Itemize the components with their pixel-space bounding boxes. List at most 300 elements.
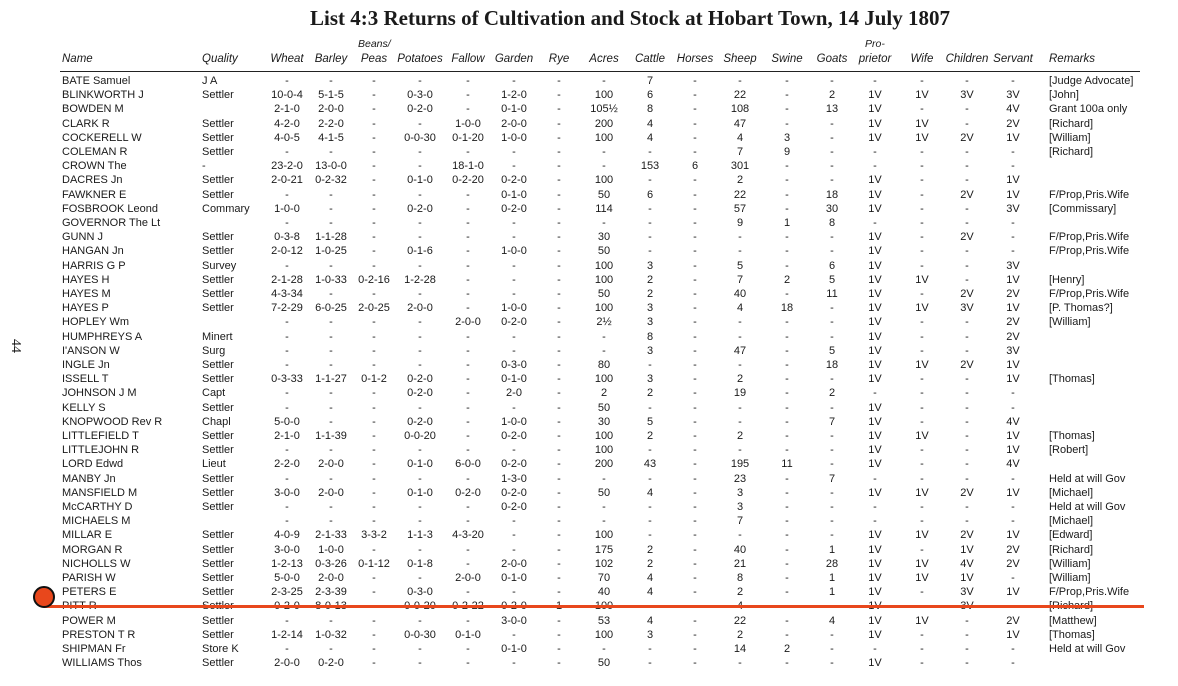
table-cell: 1V bbox=[915, 302, 929, 315]
table-cell: [William] bbox=[1049, 557, 1091, 570]
table-cell: 11 bbox=[826, 288, 838, 300]
table-cell: - bbox=[557, 628, 561, 641]
table-cell: - bbox=[920, 344, 924, 357]
table-cell: 43 bbox=[643, 458, 657, 471]
table-cell: - bbox=[372, 472, 376, 485]
table-cell: 1V bbox=[868, 359, 882, 371]
table-cell: 2-2-0 bbox=[274, 458, 300, 471]
table-cell: Settler bbox=[202, 245, 234, 258]
column-header: Quality bbox=[202, 53, 238, 65]
table-cell: - bbox=[920, 146, 924, 158]
table-cell: [William] bbox=[1049, 316, 1091, 329]
table-cell: 3 bbox=[646, 302, 654, 315]
table-cell: - bbox=[785, 387, 789, 400]
table-cell: 100 bbox=[594, 131, 614, 144]
table-cell: 0-2-0 bbox=[407, 387, 433, 400]
table-cell: - bbox=[873, 75, 877, 87]
table-cell: 200 bbox=[594, 458, 614, 471]
column-header: Potatoes bbox=[397, 53, 443, 65]
table-cell: - bbox=[693, 572, 697, 584]
table-cell: - bbox=[785, 444, 789, 457]
table-cell: - bbox=[873, 501, 877, 513]
column-header: Children bbox=[945, 53, 989, 65]
table-cell: 2 bbox=[736, 430, 744, 442]
highlight-line bbox=[44, 605, 1144, 608]
table-cell: 1-0-0 bbox=[501, 415, 527, 428]
table-cell: 4 bbox=[646, 131, 654, 144]
table-cell: 8 bbox=[646, 330, 654, 343]
table-cell: 1V bbox=[868, 444, 882, 457]
table-cell: - bbox=[557, 572, 561, 584]
document-title: List 4:3 Returns of Cultivation and Stock at Hobart Town, 14 July 1807 bbox=[310, 6, 950, 30]
table-cell: 1-2-14 bbox=[271, 628, 303, 641]
table-cell: Settler bbox=[202, 472, 234, 485]
table-cell: COCKERELL W bbox=[62, 131, 142, 144]
table-cell: - bbox=[418, 344, 422, 357]
table-cell: 2-3-25 bbox=[271, 586, 303, 599]
table-cell: 5 bbox=[828, 273, 836, 286]
table-cell: F/Prop,Pris.Wife bbox=[1049, 245, 1130, 258]
table-cell: - bbox=[557, 529, 561, 542]
table-cell: - bbox=[738, 231, 742, 244]
table-cell: - bbox=[285, 387, 289, 400]
table-cell: 0-1-0 bbox=[501, 103, 527, 116]
table-cell: - bbox=[557, 501, 561, 513]
table-cell: - bbox=[920, 586, 924, 599]
table-cell: 1V bbox=[1006, 430, 1020, 442]
table-cell: - bbox=[466, 75, 470, 87]
table-cell: - bbox=[648, 217, 652, 229]
table-cell: 1-2-13 bbox=[271, 557, 303, 570]
table-cell: 4-3-20 bbox=[452, 529, 484, 542]
table-cell: 1-0-0 bbox=[501, 302, 527, 315]
table-cell: 4-1-5 bbox=[318, 131, 344, 144]
table-cell: F/Prop,Pris.Wife bbox=[1049, 288, 1130, 300]
table-cell: 175 bbox=[594, 543, 614, 556]
table-cell: 1V bbox=[868, 458, 882, 471]
table-cell: Settler bbox=[202, 501, 234, 513]
table-cell: - bbox=[372, 75, 376, 87]
table-cell: - bbox=[785, 557, 789, 570]
table-cell: 1V bbox=[915, 572, 929, 584]
table-cell: Settler bbox=[202, 586, 234, 599]
table-cell: 1V bbox=[868, 586, 882, 599]
table-cell: 1V bbox=[1006, 486, 1020, 499]
table-cell: 1V bbox=[915, 359, 929, 371]
table-cell: 153 bbox=[640, 160, 660, 173]
table-cell: 0-2-0 bbox=[501, 486, 527, 499]
table-cell: 7 bbox=[736, 515, 744, 528]
table-cell: - bbox=[920, 202, 924, 215]
table-cell: - bbox=[466, 245, 470, 258]
column-header: Peas bbox=[360, 53, 388, 65]
table-cell: 50 bbox=[597, 288, 611, 300]
table-cell: - bbox=[693, 316, 697, 329]
table-cell: - bbox=[830, 444, 834, 457]
table-cell: - bbox=[418, 501, 422, 513]
table-cell: 1V bbox=[868, 557, 882, 570]
table-cell: - bbox=[648, 515, 652, 528]
table-cell: 2-0-21 bbox=[271, 174, 303, 187]
table-cell: - bbox=[466, 387, 470, 400]
table-cell: - bbox=[329, 359, 333, 371]
table-cell: 4V bbox=[1006, 103, 1020, 116]
table-cell: - bbox=[418, 288, 422, 300]
table-cell: 4-2-0 bbox=[274, 117, 300, 130]
table-cell: 1V bbox=[868, 202, 882, 215]
table-cell: - bbox=[1011, 231, 1015, 244]
table-cell: PRESTON T R bbox=[62, 628, 136, 641]
table-cell: - bbox=[693, 373, 697, 386]
table-cell: 1-1-3 bbox=[407, 529, 433, 542]
table-cell: 2-0-0 bbox=[318, 572, 344, 584]
table-cell: PETERS E bbox=[62, 586, 117, 599]
table-cell: - bbox=[1011, 472, 1015, 485]
table-cell: - bbox=[557, 273, 561, 286]
table-cell: 13 bbox=[825, 103, 839, 116]
table-cell: 4V bbox=[1006, 415, 1020, 428]
table-cell: - bbox=[693, 259, 697, 272]
table-cell: MANSFIELD M bbox=[62, 486, 138, 499]
table-cell: - bbox=[329, 344, 333, 357]
table-cell: [Richard] bbox=[1049, 543, 1094, 556]
table-cell: 1-1-27 bbox=[315, 373, 347, 386]
table-cell: - bbox=[557, 430, 561, 442]
table-cell: - bbox=[785, 75, 789, 87]
table-cell: 0-0-30 bbox=[404, 131, 436, 144]
table-cell: 0-2-0 bbox=[318, 657, 344, 670]
table-cell: - bbox=[830, 643, 834, 655]
table-cell: HUMPHREYS A bbox=[62, 330, 143, 343]
table-cell: - bbox=[372, 231, 376, 244]
table-cell: 7-2-29 bbox=[271, 302, 303, 315]
table-cell: - bbox=[285, 501, 289, 513]
table-cell: 7 bbox=[828, 415, 836, 428]
table-cell: - bbox=[965, 415, 969, 428]
table-cell: - bbox=[418, 259, 422, 272]
table-cell: 1-0-0 bbox=[501, 131, 527, 144]
table-cell: - bbox=[965, 501, 969, 513]
table-cell: 2 bbox=[736, 373, 744, 386]
table-cell: 18 bbox=[825, 188, 839, 201]
table-cell: 19 bbox=[733, 387, 747, 400]
table-cell: - bbox=[920, 288, 924, 300]
table-cell: - bbox=[920, 415, 924, 428]
table-cell: - bbox=[965, 387, 969, 400]
table-cell: 0-2-32 bbox=[315, 174, 347, 187]
table-cell: 18 bbox=[780, 302, 794, 315]
table-cell: 3 bbox=[646, 316, 654, 329]
table-cell: Chapl bbox=[202, 415, 231, 428]
table-cell: LITTLEFIELD T bbox=[62, 430, 139, 442]
table-cell: - bbox=[557, 146, 561, 158]
table-cell: - bbox=[285, 330, 289, 343]
table-cell: - bbox=[830, 430, 834, 442]
table-cell: - bbox=[372, 586, 376, 599]
table-cell: 1V bbox=[915, 89, 929, 102]
table-cell: 0-2-16 bbox=[358, 273, 390, 286]
table-cell: 1V bbox=[868, 259, 882, 272]
column-header: Wheat bbox=[270, 53, 304, 65]
table-cell: 1-0-0 bbox=[274, 202, 300, 215]
table-cell: - bbox=[873, 643, 877, 655]
table-cell: - bbox=[738, 330, 742, 343]
table-cell: 105½ bbox=[590, 103, 618, 116]
table-cell: Settler bbox=[202, 117, 234, 130]
table-cell: - bbox=[285, 444, 289, 457]
table-cell: - bbox=[512, 75, 516, 87]
table-cell: Settler bbox=[202, 657, 234, 670]
table-cell: Settler bbox=[202, 288, 234, 300]
table-cell: Settler bbox=[202, 302, 234, 315]
table-cell: 0-2-0 bbox=[501, 202, 527, 215]
table-cell: 2-2-0 bbox=[318, 117, 344, 130]
table-cell: - bbox=[965, 458, 969, 471]
column-header: prietor bbox=[858, 53, 892, 65]
table-cell: - bbox=[965, 217, 969, 229]
table-cell: 1-0-0 bbox=[501, 245, 527, 258]
table-cell: - bbox=[372, 486, 376, 499]
table-cell: - bbox=[738, 529, 742, 542]
table-cell: - bbox=[557, 160, 561, 173]
table-cell: - bbox=[648, 146, 652, 158]
table-cell: LORD Edwd bbox=[62, 458, 124, 471]
table-cell: 1V bbox=[868, 245, 882, 258]
table-cell: - bbox=[965, 146, 969, 158]
table-cell: 1 bbox=[828, 586, 836, 599]
table-cell: - bbox=[466, 217, 470, 229]
table-cell: - bbox=[602, 643, 606, 655]
table-cell: 2 bbox=[646, 387, 654, 400]
table-cell: - bbox=[693, 586, 697, 599]
table-cell: - bbox=[418, 217, 422, 229]
table-cell: - bbox=[873, 387, 877, 400]
table-cell: - bbox=[285, 146, 289, 158]
table-cell: 3-3-2 bbox=[361, 529, 387, 542]
table-cell: 6-0-25 bbox=[315, 302, 347, 315]
table-cell: - bbox=[1011, 401, 1015, 414]
table-cell: 200 bbox=[594, 117, 614, 130]
table-cell: - bbox=[466, 302, 470, 315]
table-cell: 3V bbox=[960, 586, 974, 599]
table-cell: - bbox=[1011, 657, 1015, 670]
table-cell: 1V bbox=[868, 486, 882, 499]
table-cell: 2-1-0 bbox=[274, 103, 300, 116]
table-cell: 23-2-0 bbox=[271, 160, 303, 173]
table-cell: 0-1-0 bbox=[407, 458, 433, 471]
table-cell: 1V bbox=[1006, 586, 1020, 599]
table-cell: MANBY Jn bbox=[62, 472, 116, 485]
table-cell: - bbox=[285, 188, 289, 201]
table-cell: 2V bbox=[960, 231, 974, 244]
table-cell: 18 bbox=[825, 359, 839, 371]
table-cell: - bbox=[830, 458, 834, 471]
table-cell: 2V bbox=[960, 529, 974, 542]
table-cell: 1-0-33 bbox=[315, 273, 347, 286]
table-cell: - bbox=[602, 344, 606, 357]
table-cell: - bbox=[965, 202, 969, 215]
table-cell: 50 bbox=[597, 245, 611, 258]
table-cell: POWER M bbox=[62, 614, 116, 627]
table-cell: - bbox=[965, 174, 969, 187]
column-header: Sheep bbox=[723, 53, 757, 65]
table-cell: - bbox=[372, 430, 376, 442]
table-cell: PARISH W bbox=[62, 572, 116, 584]
table-cell: - bbox=[785, 89, 789, 102]
table-cell: KELLY S bbox=[62, 401, 106, 414]
table-cell: - bbox=[512, 330, 516, 343]
table-cell: - bbox=[648, 657, 652, 670]
table-cell: - bbox=[693, 401, 697, 414]
table-cell: 1V bbox=[915, 131, 929, 144]
table-cell: - bbox=[418, 231, 422, 244]
table-cell: 1V bbox=[868, 302, 882, 315]
table-cell: - bbox=[557, 387, 561, 400]
table-cell: - bbox=[512, 288, 516, 300]
table-cell: - bbox=[466, 330, 470, 343]
table-cell: 0-1-0 bbox=[501, 373, 527, 386]
table-cell: [William] bbox=[1049, 572, 1091, 584]
table-cell: 2-0-0 bbox=[455, 572, 481, 584]
table-cell: - bbox=[466, 430, 470, 442]
table-cell: - bbox=[785, 288, 789, 300]
table-cell: 47 bbox=[733, 117, 747, 130]
table-cell: [Commissary] bbox=[1049, 202, 1117, 215]
table-cell: - bbox=[648, 231, 652, 244]
table-cell: Settler bbox=[202, 401, 234, 414]
table-cell: HAYES P bbox=[62, 302, 109, 315]
table-cell: 1-0-0 bbox=[455, 117, 481, 130]
table-cell: - bbox=[693, 103, 697, 116]
table-cell: 2 bbox=[828, 89, 836, 102]
table-cell: - bbox=[329, 75, 333, 87]
table-cell: 4 bbox=[828, 614, 836, 627]
table-cell: 6 bbox=[646, 188, 654, 201]
table-cell: 3 bbox=[736, 486, 744, 499]
table-cell: 0-2-0 bbox=[455, 486, 481, 499]
table-cell: - bbox=[785, 657, 789, 670]
table-cell: FAWKNER E bbox=[62, 188, 127, 201]
table-cell: - bbox=[466, 188, 470, 201]
table-cell: - bbox=[785, 259, 789, 272]
table-cell: 1V bbox=[868, 430, 882, 442]
table-cell: 0-1-0 bbox=[455, 628, 481, 641]
table-cell: - bbox=[965, 344, 969, 357]
table-cell: - bbox=[329, 401, 333, 414]
table-cell: 1-1-39 bbox=[315, 430, 347, 442]
table-cell: - bbox=[920, 401, 924, 414]
table-cell: - bbox=[372, 330, 376, 343]
table-cell: - bbox=[693, 614, 697, 627]
table-cell: - bbox=[693, 458, 697, 471]
table-cell: 0-2-0 bbox=[501, 501, 527, 513]
table-cell: [John] bbox=[1049, 89, 1079, 102]
table-cell: 1V bbox=[868, 529, 882, 542]
table-cell: DACRES Jn bbox=[62, 174, 123, 187]
table-cell: 2 bbox=[736, 586, 744, 599]
table-cell: [Michael] bbox=[1049, 515, 1094, 528]
table-cell: - bbox=[738, 75, 742, 87]
table-cell: - bbox=[830, 501, 834, 513]
table-cell: 2-1-28 bbox=[271, 273, 303, 286]
table-cell: - bbox=[830, 373, 834, 386]
table-cell: [Thomas] bbox=[1049, 628, 1095, 641]
table-cell: 1-1-28 bbox=[315, 231, 347, 244]
table-cell: - bbox=[372, 543, 376, 556]
table-cell: - bbox=[830, 302, 834, 315]
table-cell: [Judge Advocate] bbox=[1049, 75, 1134, 87]
table-cell: - bbox=[466, 89, 470, 102]
table-cell: 3 bbox=[646, 628, 654, 641]
table-cell: 100 bbox=[594, 273, 614, 286]
table-cell: - bbox=[965, 75, 969, 87]
table-cell: - bbox=[329, 643, 333, 655]
table-cell: - bbox=[830, 75, 834, 87]
table-cell: 0-2-0 bbox=[501, 458, 527, 471]
table-cell: - bbox=[372, 146, 376, 158]
table-cell: 11 bbox=[781, 458, 793, 471]
table-cell: 3V bbox=[960, 302, 974, 315]
table-cell: - bbox=[693, 330, 697, 343]
table-cell: - bbox=[285, 75, 289, 87]
table-cell: NICHOLLS W bbox=[62, 557, 131, 570]
table-cell: - bbox=[920, 458, 924, 471]
table-cell: 2 bbox=[600, 387, 608, 400]
table-cell: HARRIS G P bbox=[62, 259, 126, 272]
table-cell: - bbox=[965, 401, 969, 414]
table-cell: 40 bbox=[597, 586, 611, 599]
table-cell: - bbox=[965, 444, 969, 457]
table-cell: 4V bbox=[1006, 458, 1020, 471]
table-cell: - bbox=[648, 643, 652, 655]
table-cell: - bbox=[648, 501, 652, 513]
table-cell: - bbox=[285, 643, 289, 655]
table-cell: - bbox=[418, 572, 422, 584]
table-cell: - bbox=[602, 146, 606, 158]
table-cell: - bbox=[920, 643, 924, 655]
table-cell: 6 bbox=[646, 89, 654, 102]
table-cell: - bbox=[693, 628, 697, 641]
table-cell: - bbox=[1011, 572, 1015, 584]
table-cell: - bbox=[466, 373, 470, 386]
table-cell: - bbox=[1011, 387, 1015, 400]
table-cell: 8 bbox=[736, 572, 744, 584]
table-cell: - bbox=[830, 628, 834, 641]
table-cell: 0-1-0 bbox=[407, 486, 433, 499]
table-cell: FOSBROOK Leond bbox=[62, 202, 158, 215]
table-cell: 3 bbox=[646, 373, 654, 386]
table-cell: 0-2-20 bbox=[452, 174, 484, 187]
table-cell: - bbox=[693, 387, 697, 400]
table-cell: - bbox=[830, 515, 834, 528]
table-cell: 0-3-26 bbox=[315, 557, 347, 570]
table-cell: - bbox=[965, 373, 969, 386]
table-cell: 0-2-0 bbox=[501, 430, 527, 442]
table-cell: 1V bbox=[868, 657, 882, 670]
column-header: Cattle bbox=[634, 53, 666, 65]
table-cell: - bbox=[785, 486, 789, 499]
table-cell: 0-3-0 bbox=[501, 359, 527, 371]
table-cell: BLINKWORTH J bbox=[62, 89, 144, 102]
table-cell: - bbox=[418, 515, 422, 528]
table-cell: [Matthew] bbox=[1049, 614, 1097, 627]
table-cell: 22 bbox=[733, 89, 747, 102]
table-cell: - bbox=[965, 259, 969, 272]
table-cell: 2V bbox=[1006, 330, 1020, 343]
table-cell: 1V bbox=[915, 273, 929, 286]
table-cell: Settler bbox=[202, 444, 234, 457]
table-cell: 2 bbox=[646, 430, 654, 442]
